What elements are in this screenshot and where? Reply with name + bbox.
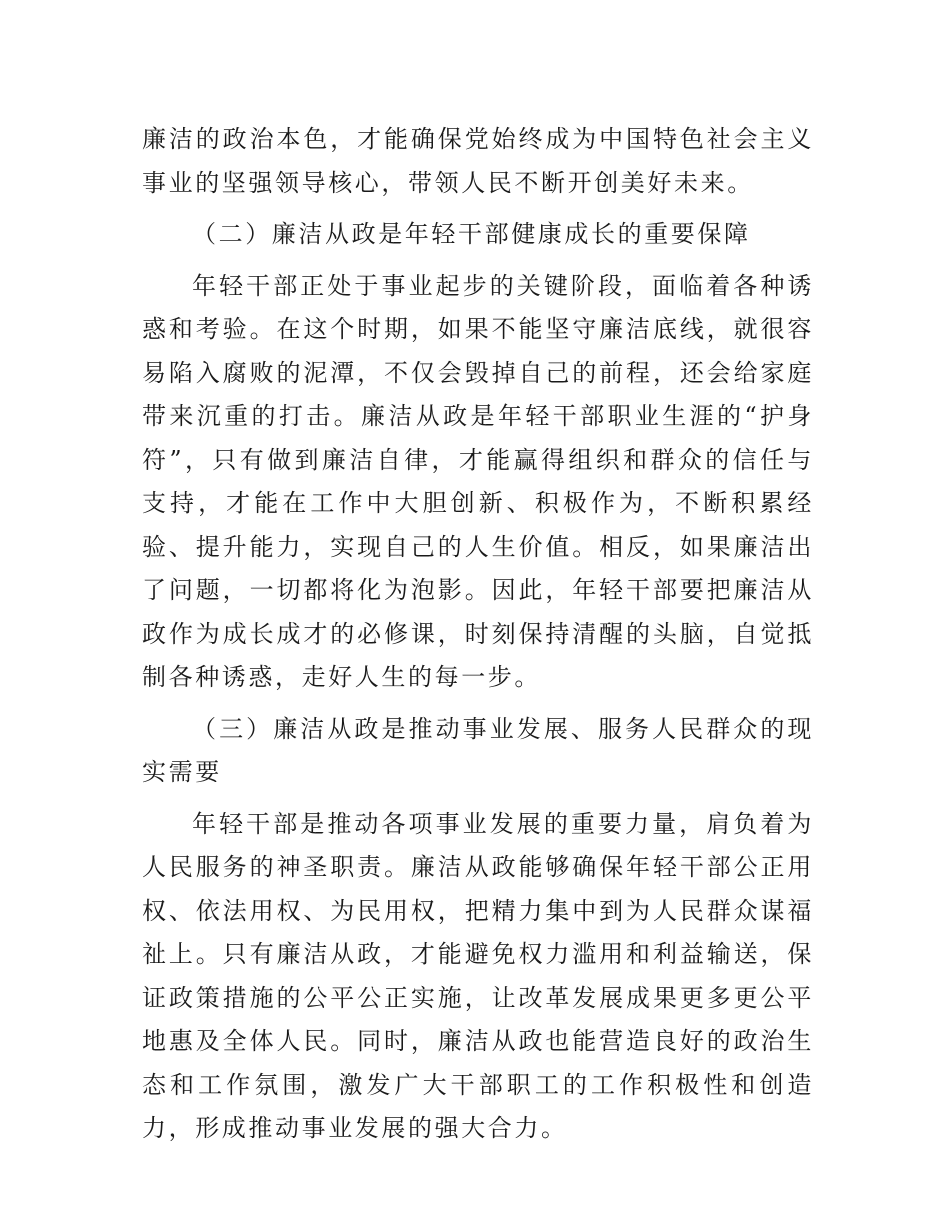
document-body	[142, 118, 814, 1151]
paragraph-section-3: 年轻干部是推动各项事业发展的重要力量，肩负着为人民服务的神圣职责。廉洁从政能够确保年轻干部公正用权、依法用权、为民用权，把精力集中到为人民群众谋福祉上。只有廉洁从政，才能避免权力滥用和利益输送，保证政策措施的公平公正实施，让改革发展成果更多更公平地惠及全体人民。同时，廉洁从政也能营造良好的政治生态和工作氛围，激发广大干部职工的工作积极性和创造力，形成推动事业发展的强大合力。	[142, 809, 814, 1142]
section-heading-3: （三）廉洁从政是推动事业发展、服务人民群众的现实需要	[142, 714, 814, 786]
section-heading-2: （二）廉洁从政是年轻干部健康成长的重要保障	[192, 220, 751, 248]
paragraph-continuation: 廉洁的政治本色，才能确保党始终成为中国特色社会主义事业的坚强领导核心，带领人民不断开创美好未来。	[142, 125, 814, 197]
paragraph-section-2: 年轻干部正处于事业起步的关键阶段，面临着各种诱惑和考验。在这个时期，如果不能坚守廉洁底线，就很容易陷入腐败的泥潭，不仅会毁掉自己的前程，还会给家庭带来沉重的打击。廉洁从政是年轻干部职业生涯的“护身符”，只有做到廉洁自律，才能赢得组织和群众的信任与支持，才能在工作中大胆创新、积极作为，不断积累经验、提升能力，实现自己的人生价值。相反，如果廉洁出了问题，一切都将化为泡影。因此，年轻干部要把廉洁从政作为成长成才的必修课，时刻保持清醒的头脑，自觉抵制各种诱惑，走好人生的每一步。	[142, 271, 814, 691]
